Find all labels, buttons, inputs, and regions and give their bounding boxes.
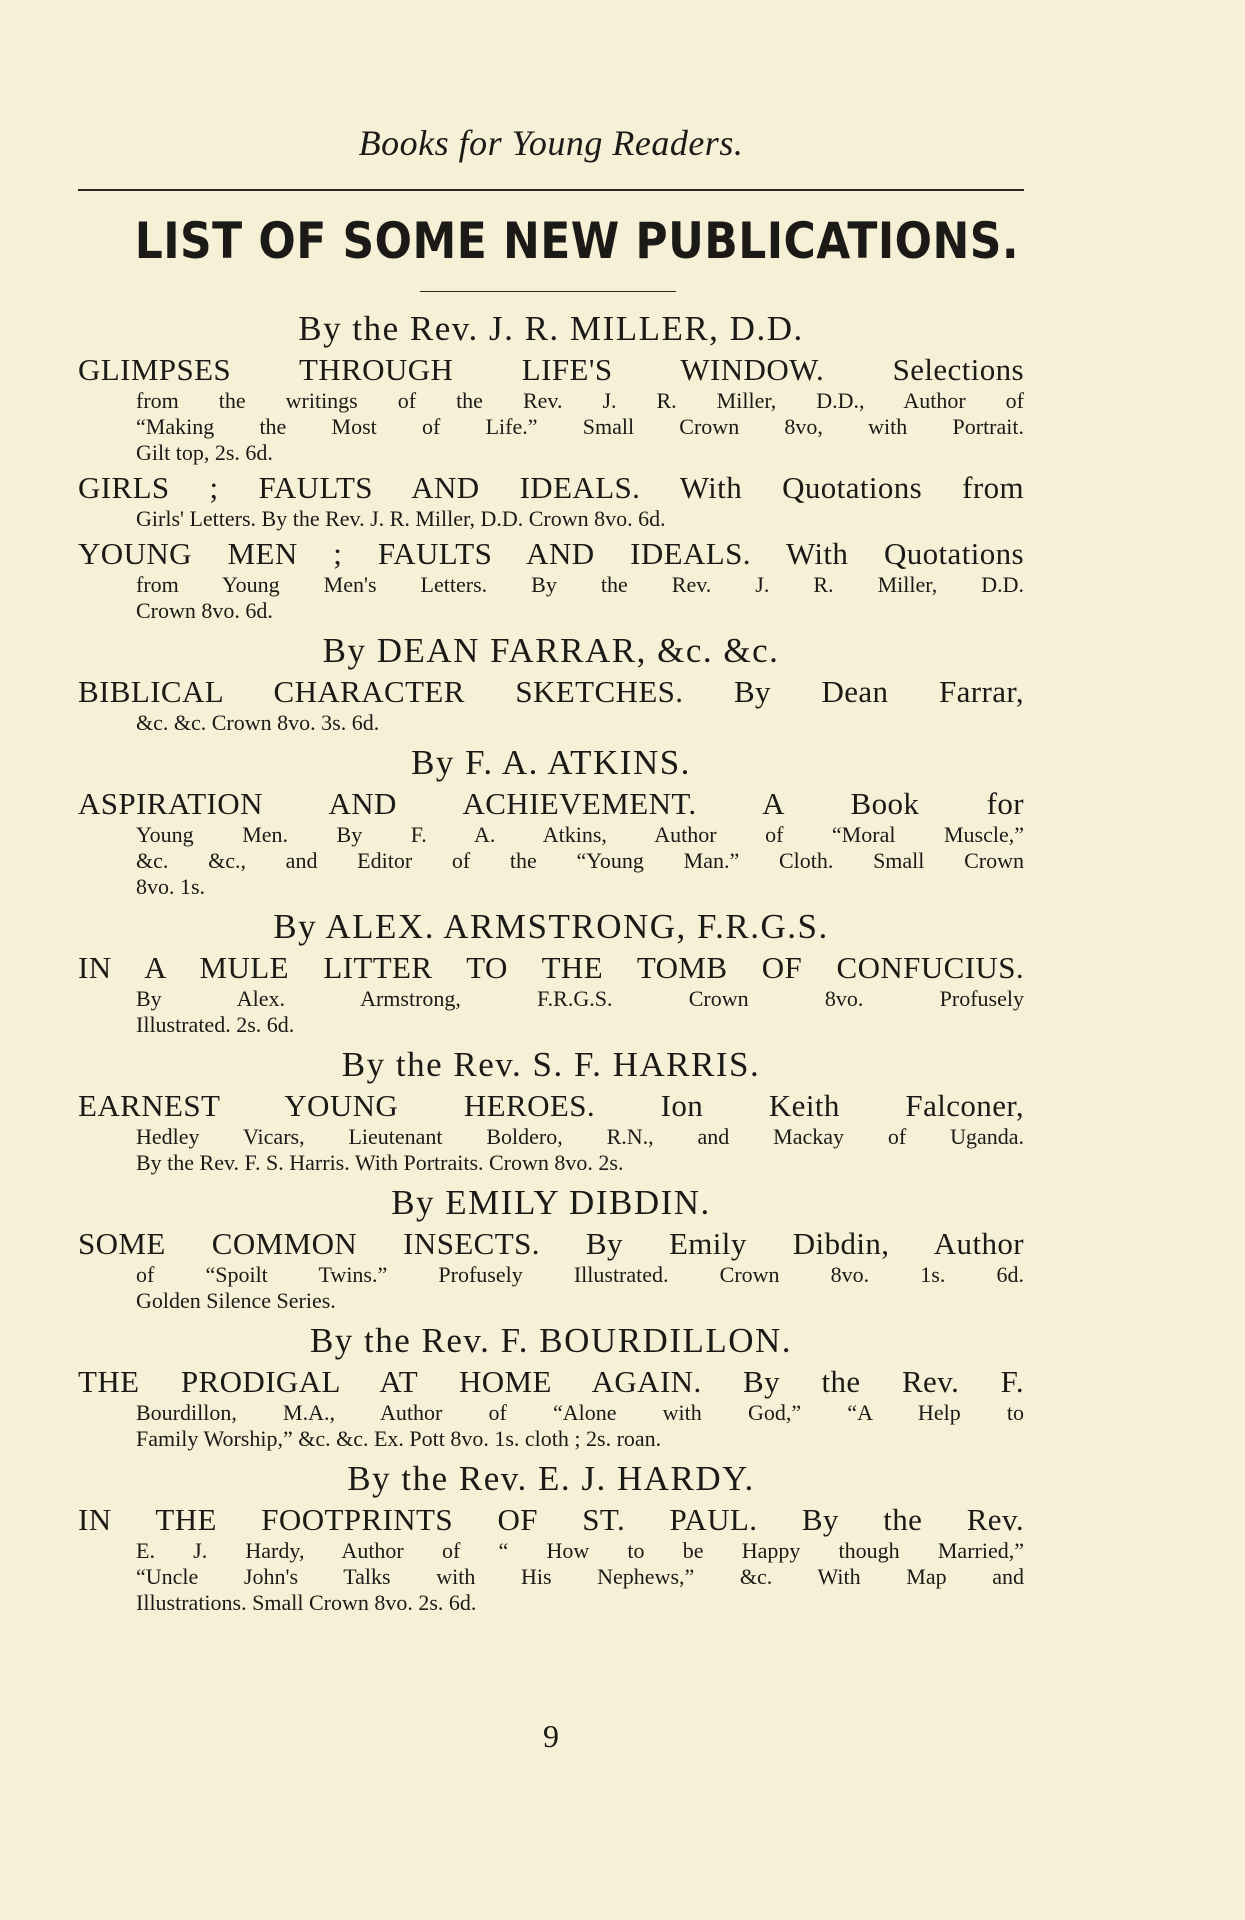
description-line: Gilt top, 2s. 6d. [136, 440, 273, 465]
publication-entry [78, 950, 1024, 1038]
publication-entry [78, 786, 1024, 900]
publication-entry [78, 1502, 1024, 1616]
publication-entry [78, 1088, 1024, 1176]
publication-description [78, 506, 1024, 532]
author-heading: By the Rev. S. F. HARRIS. [341, 1045, 761, 1084]
running-head: Books for Young Readers. [358, 123, 744, 163]
publication-entry [78, 352, 1024, 466]
publication-list [78, 306, 1024, 1620]
description-line: Crown 8vo. 6d. [136, 598, 273, 623]
publication-title: IN THE FOOTPRINTS OF ST. PAUL. By the Rev. [78, 1502, 1024, 1537]
description-line: By Alex. Armstrong, F.R.G.S. Crown 8vo. Profusely [136, 986, 1024, 1011]
publication-title: SOME COMMON INSECTS. By Emily Dibdin, Author [78, 1226, 1024, 1261]
book-page [78, 0, 1024, 1920]
title-rule [420, 291, 676, 292]
publication-title: GIRLS ; FAULTS AND IDEALS. With Quotations from [78, 470, 1024, 505]
publication-title: ASPIRATION AND ACHIEVEMENT. A Book for [78, 786, 1024, 821]
publication-entry [78, 1364, 1024, 1452]
publication-description [78, 822, 1024, 900]
description-line: Illustrations. Small Crown 8vo. 2s. 6d. [136, 1590, 477, 1615]
description-line: Golden Silence Series. [136, 1288, 336, 1313]
publication-description [78, 1262, 1024, 1314]
header-rule [78, 189, 1024, 191]
publication-title: THE PRODIGAL AT HOME AGAIN. By the Rev. F. [78, 1364, 1024, 1399]
publication-entry [78, 674, 1024, 736]
description-line: Girls' Letters. By the Rev. J. R. Miller, D.D. Crown 8vo. 6d. [136, 506, 666, 531]
publication-title: IN A MULE LITTER TO THE TOMB OF CONFUCIUS. [78, 950, 1024, 985]
description-line: Bourdillon, M.A., Author of “Alone with God,” “A Help to [136, 1400, 1024, 1425]
description-line: Family Worship,” &c. &c. Ex. Pott 8vo. 1s. cloth ; 2s. roan. [136, 1426, 662, 1451]
publication-description [78, 710, 1024, 736]
publication-description [78, 388, 1024, 466]
description-line: from the writings of the Rev. J. R. Miller, D.D., Author of [136, 388, 1024, 413]
author-heading: By ALEX. ARMSTRONG, F.R.G.S. [273, 907, 829, 946]
publication-description [78, 1538, 1024, 1616]
description-line: from Young Men's Letters. By the Rev. J. R. Miller, D.D. [136, 572, 1024, 597]
publication-entry [78, 1226, 1024, 1314]
description-line: E. J. Hardy, Author of “ How to be Happy though Married,” [136, 1538, 1024, 1563]
publication-description [78, 1400, 1024, 1452]
author-heading: By DEAN FARRAR, &c. &c. [322, 631, 780, 670]
description-line: Young Men. By F. A. Atkins, Author of “Moral Muscle,” [136, 822, 1024, 847]
publication-description [78, 1124, 1024, 1176]
author-heading: By EMILY DIBDIN. [391, 1183, 711, 1222]
author-heading: By the Rev. F. BOURDILLON. [309, 1321, 793, 1360]
description-line: 8vo. 1s. [136, 874, 206, 899]
page-title: LIST OF SOME NEW PUBLICATIONS. [134, 212, 1020, 270]
publication-entry [78, 470, 1024, 532]
description-line: &c. &c. Crown 8vo. 3s. 6d. [136, 710, 380, 735]
publication-title: BIBLICAL CHARACTER SKETCHES. By Dean Farrar, [78, 674, 1024, 709]
description-line: “Uncle John's Talks with His Nephews,” &c. With Map and [136, 1564, 1024, 1589]
description-line: &c. &c., and Editor of the “Young Man.” Cloth. Small Crown [136, 848, 1024, 873]
description-line: Illustrated. 2s. 6d. [136, 1012, 295, 1037]
publication-title: GLIMPSES THROUGH LIFE'S WINDOW. Selections [78, 352, 1024, 387]
description-line: of “Spoilt Twins.” Profusely Illustrated. Crown 8vo. 1s. 6d. [136, 1262, 1024, 1287]
publication-title: EARNEST YOUNG HEROES. Ion Keith Falconer, [78, 1088, 1024, 1123]
publication-entry [78, 536, 1024, 624]
publication-title: YOUNG MEN ; FAULTS AND IDEALS. With Quotations [78, 536, 1024, 571]
description-line: By the Rev. F. S. Harris. With Portraits. Crown 8vo. 2s. [136, 1150, 624, 1175]
page-number: 9 [543, 1718, 559, 1754]
publication-description [78, 572, 1024, 624]
publication-description [78, 986, 1024, 1038]
description-line: “Making the Most of Life.” Small Crown 8vo, with Portrait. [136, 414, 1024, 439]
author-heading: By the Rev. E. J. HARDY. [347, 1459, 755, 1498]
description-line: Hedley Vicars, Lieutenant Boldero, R.N., and Mackay of Uganda. [136, 1124, 1024, 1149]
author-heading: By the Rev. J. R. MILLER, D.D. [298, 309, 804, 348]
author-heading: By F. A. ATKINS. [411, 743, 691, 782]
